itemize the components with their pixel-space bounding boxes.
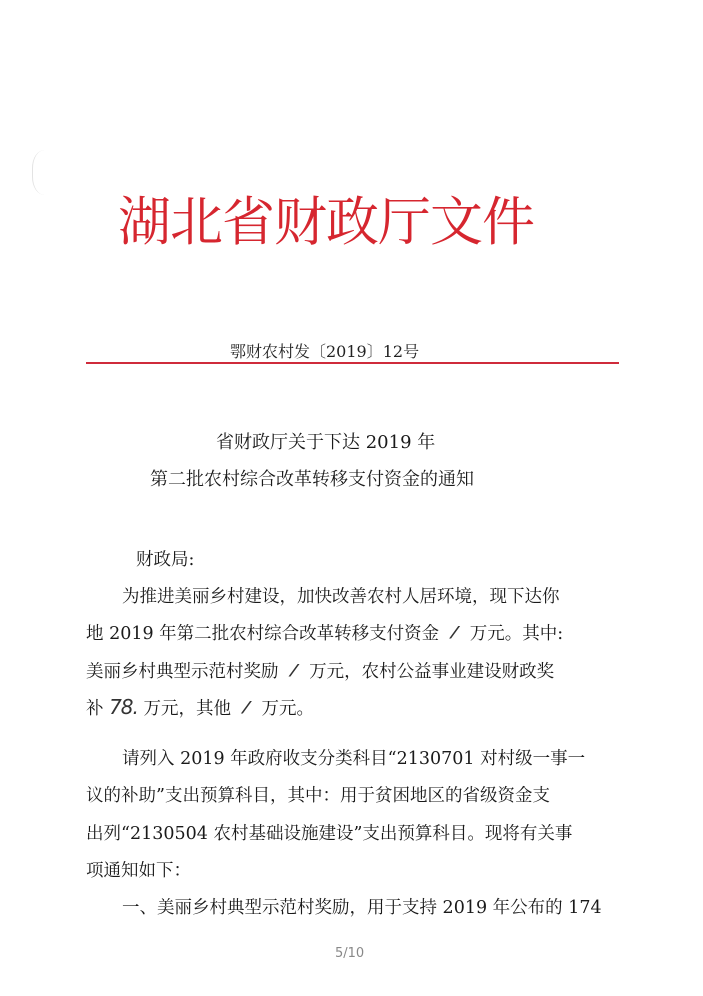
paragraph-1-line-2-text-b: 万元。其中: [469,624,564,644]
paragraph-1-line-4-text-b: 万元，其他 [143,699,231,719]
handwritten-other-amount: / [242,698,250,717]
document-number: 鄂财农村发〔2019〕12号 [230,342,420,361]
handwritten-public-welfare-award: 78. [109,695,138,719]
paragraph-2-line-4: 项通知如下： [86,861,191,881]
paragraph-1-line-2-text-a: 地 2019 年第二批农村综合改革转移支付资金 [86,624,440,644]
paragraph-1-line-3-text-b: 万元，农村公益事业建设财政奖 [309,662,555,682]
salutation: 财政局: [136,550,195,570]
paragraph-1-line-4-text-c: 万元。 [261,699,315,719]
agency-header-title: 湖北省财政厅文件 [118,192,534,253]
notice-title-line-1: 省财政厅关于下达 2019 年 [216,432,436,453]
red-divider-line [86,362,619,364]
handwritten-total-amount: / [450,623,459,642]
paragraph-2-line-3: 出列“2130504 农村基础设施建设”支出预算科目。现将有关事 [86,824,573,844]
handwritten-demo-village-award: / [290,661,298,680]
paragraph-3-line-1: 一、美丽乡村典型示范村奖励，用于支持 2019 年公布的 174 [122,898,602,918]
paragraph-1-line-4 [86,695,314,720]
scan-artifact [32,150,63,195]
paragraph-1-line-1: 为推进美丽乡村建设，加快改善农村人居环境，现下达你 [122,587,560,607]
page-indicator: 5/10 [335,946,365,961]
paragraph-2-line-2: 议的补助”支出预算科目，其中：用于贫困地区的省级资金支 [86,786,550,806]
paragraph-1-line-3 [86,658,554,683]
paragraph-1-line-2 [86,620,563,645]
notice-title-line-2: 第二批农村综合改革转移支付资金的通知 [150,469,474,490]
paragraph-2-line-1: 请列入 2019 年政府收支分类科目“2130701 对村级一事一 [122,749,586,769]
paragraph-1-line-3-text-a: 美丽乡村典型示范村奖励 [86,662,279,682]
paragraph-1-line-4-text-a: 补 [86,699,104,719]
